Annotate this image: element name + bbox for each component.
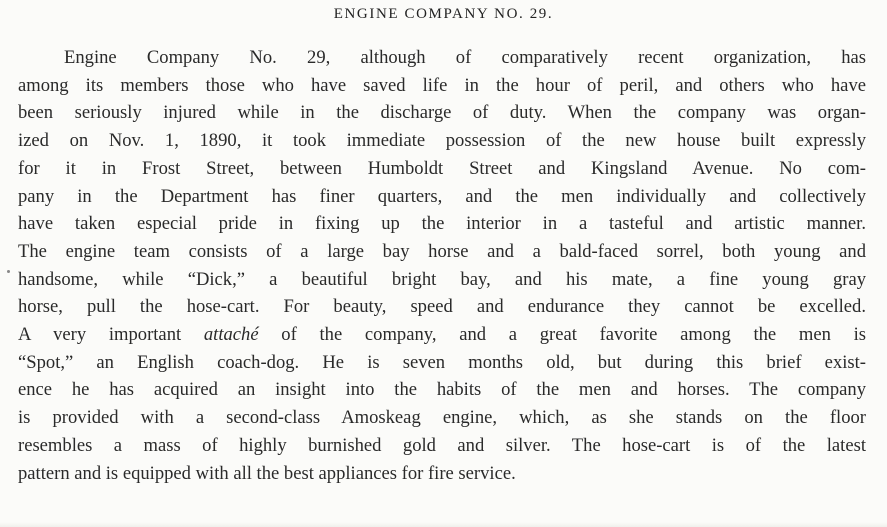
body-paragraph bbox=[18, 44, 866, 487]
text-line: been seriously injured while in the discharge of duty. When the company was organ- bbox=[18, 102, 866, 124]
text-line: handsome, while “Dick,” a beautiful bright bay, and his mate, a fine young gray bbox=[18, 268, 866, 290]
text-line: is provided with a second-class Amoskeag engine, which, as she stands on the floor bbox=[18, 407, 866, 429]
text-line: for it in Frost Street, between Humboldt Street and Kingsland Avenue. No com- bbox=[18, 157, 866, 179]
text-line: resembles a mass of highly burnished gold and silver. The hose-cart is of the latest bbox=[18, 434, 866, 456]
page-heading: ENGINE COMPANY NO. 29. bbox=[333, 6, 554, 22]
text-line: have taken especial pride in fixing up the interior in a tasteful and artistic manner. bbox=[18, 213, 866, 235]
text-line: among its members those who have saved life in the hour of peril, and others who have bbox=[18, 74, 866, 96]
text-line: “Spot,” an English coach-dog. He is seven months old, but during this brief exist- bbox=[18, 351, 866, 373]
text-line: Engine Company No. 29, although of comparatively recent organization, has bbox=[64, 47, 866, 68]
text-line: The engine team consists of a large bay horse and a bald-faced sorrel, both young and bbox=[18, 240, 866, 262]
text-line: horse, pull the hose-cart. For beauty, speed and endurance they cannot be excelled. bbox=[18, 296, 866, 318]
margin-mark bbox=[7, 270, 10, 273]
text-line: ence he has acquired an insight into the habits of the men and horses. The company bbox=[18, 379, 866, 401]
text-line: pany in the Department has finer quarters, and the men individually and collectively bbox=[18, 185, 866, 207]
text-line: ized on Nov. 1, 1890, it took immediate possession of the new house built expressly bbox=[18, 130, 866, 152]
text-line-with-italic bbox=[18, 321, 866, 349]
page-edge bbox=[0, 522, 887, 527]
italic-word: attaché bbox=[203, 324, 259, 346]
text-segment: A very important bbox=[18, 324, 204, 346]
text-line: pattern and is equipped with all the best appliances for fire service. bbox=[18, 462, 516, 484]
text-segment: of the company, and a great favorite among the men is bbox=[258, 324, 866, 346]
